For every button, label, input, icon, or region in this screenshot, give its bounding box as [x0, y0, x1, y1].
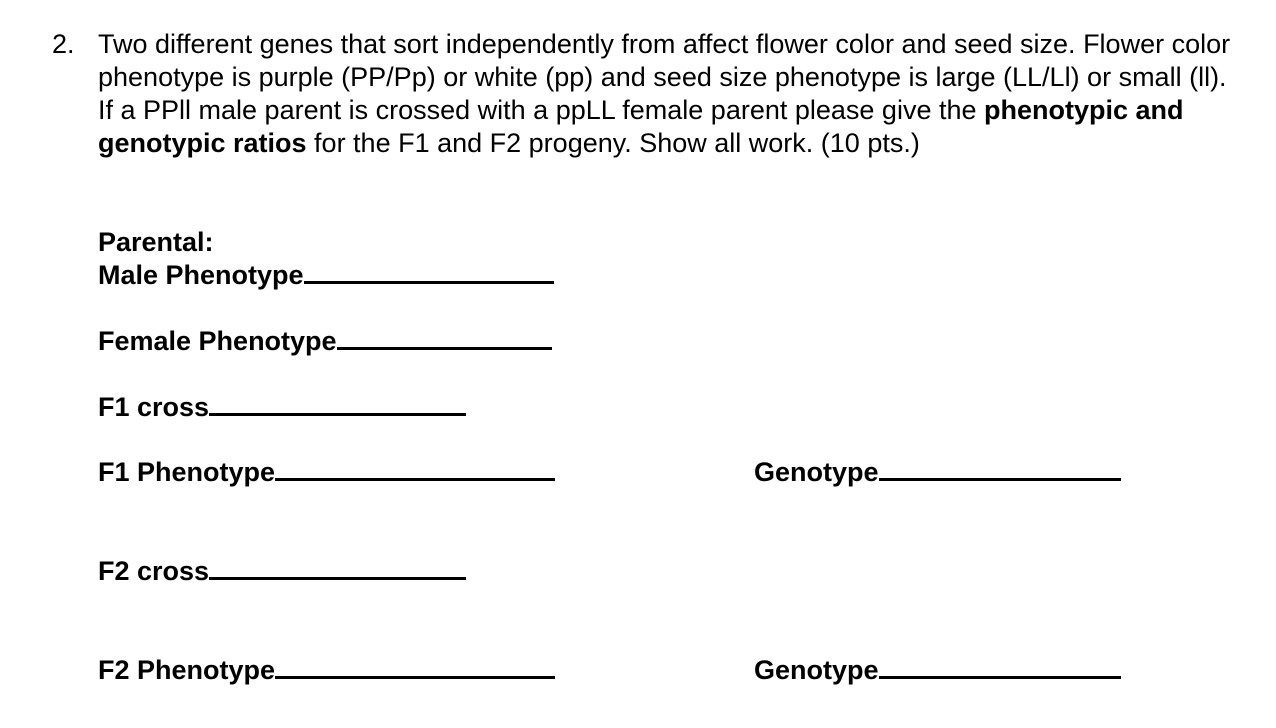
f1-genotype-field	[754, 456, 1121, 488]
question-text-part2: for the F1 and F2 progeny. Show all work. (10 pts.)	[306, 128, 920, 158]
f2-cross-field	[98, 555, 466, 587]
f2-cross-answer-line[interactable]	[209, 555, 466, 580]
female-phenotype-answer-line[interactable]	[337, 325, 552, 350]
f1-phenotype-field	[98, 456, 555, 488]
question-text-emphasis: phenotypic and genotypic ratios	[98, 95, 1184, 158]
f2-genotype-answer-line[interactable]	[879, 654, 1121, 679]
f2-cross-label: F2 cross	[98, 556, 210, 586]
f1-cross-answer-line[interactable]	[209, 391, 466, 416]
f1-genotype-label: Genotype	[754, 457, 879, 487]
f2-phenotype-answer-line[interactable]	[275, 654, 555, 679]
f2-genotype-label: Genotype	[754, 655, 879, 685]
female-phenotype-field	[98, 325, 552, 357]
f1-cross-label: F1 cross	[98, 392, 210, 422]
question-text-part1: Two different genes that sort independently from affect flower color and seed size. Flower color phenotype is purple (PP/Pp) or white (pp) and seed size phenotype is large (LL/Ll) or small (ll). If a PPll male parent is crossed with a ppLL female parent please give the	[98, 29, 1231, 125]
female-phenotype-label: Female Phenotype	[98, 326, 337, 356]
f1-genotype-answer-line[interactable]	[879, 456, 1121, 481]
male-phenotype-answer-line[interactable]	[304, 259, 554, 284]
f2-phenotype-field	[98, 654, 555, 686]
male-phenotype-field	[98, 259, 554, 291]
question-text	[98, 28, 1238, 160]
question-number: 2.	[52, 29, 75, 59]
f2-genotype-field	[754, 654, 1121, 686]
parental-heading: Parental:	[98, 227, 214, 257]
f1-cross-field	[98, 391, 466, 423]
f1-phenotype-label: F1 Phenotype	[98, 457, 276, 487]
f1-phenotype-answer-line[interactable]	[275, 456, 555, 481]
f2-phenotype-label: F2 Phenotype	[98, 655, 276, 685]
male-phenotype-label: Male Phenotype	[98, 260, 304, 290]
